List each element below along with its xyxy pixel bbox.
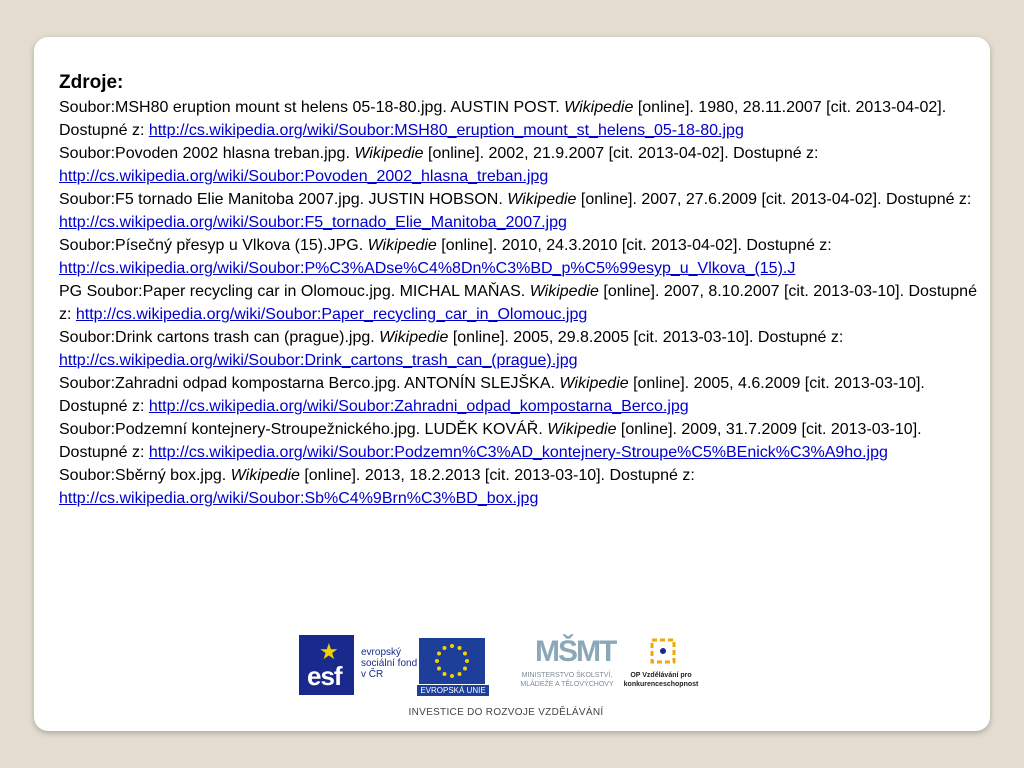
source-entry [59, 142, 989, 188]
source-details: [online]. 2007, 8.10.2007 [cit. 2013-03-10]. Dostupné z: [59, 283, 977, 323]
page-title: Zdroje: [59, 72, 124, 93]
source-details: [online]. 2013, 18.2.2013 [cit. 2013-03-10]. Dostupné z: [299, 467, 695, 484]
source-publication: Wikipedie [529, 283, 599, 300]
source-citation: PG Soubor:Paper recycling car in Olomouc.jpg. MICHAL MAŇAS. [59, 283, 530, 300]
source-entry [59, 418, 989, 464]
source-citation: Soubor:Zahradni odpad kompostarna Berco.jpg. ANTONÍN SLEJŠKA. [59, 375, 560, 392]
investice-caption: INVESTICE DO ROZVOJE VZDĚLÁVÁNÍ [408, 707, 604, 718]
source-details: [online]. 2005, 4.6.2009 [cit. 2013-03-10]. Dostupné z: [59, 375, 925, 415]
source-publication: Wikipedie [354, 145, 424, 162]
source-entry [59, 234, 989, 280]
source-citation: Soubor:Drink cartons trash can (prague).jpg. [59, 329, 380, 346]
source-citation: Soubor:MSH80 eruption mount st helens 05-18-80.jpg. AUSTIN POST. [59, 99, 565, 116]
source-link[interactable]: http://cs.wikipedia.org/wiki/Soubor:Povoden_2002_hlasna_treban.jpg [59, 168, 549, 185]
source-entry [59, 188, 989, 234]
source-details: [online]. 2009, 31.7.2009 [cit. 2013-03-10]. Dostupné z: [59, 421, 922, 461]
source-publication: Wikipedie [547, 421, 617, 438]
esf-logo-text: esf [307, 661, 342, 691]
source-citation: Soubor:Písečný přesyp u Vlkova (15).JPG. [59, 237, 368, 254]
source-entry [59, 96, 989, 142]
eu-flag-logo [419, 638, 485, 684]
op-logo-icon [649, 637, 677, 665]
eu-caption: EVROPSKÁ UNIE [417, 685, 489, 696]
source-link[interactable]: http://cs.wikipedia.org/wiki/Soubor:MSH80_eruption_mount_st_helens_05-18-80.jpg [148, 122, 744, 139]
logo-bar [299, 635, 699, 723]
source-publication: Wikipedie [379, 329, 449, 346]
eu-star [458, 646, 462, 650]
source-details: [online]. 2007, 27.6.2009 [cit. 2013-04-02]. Dostupné z: [576, 191, 972, 208]
eu-star [458, 672, 462, 676]
source-entry [59, 464, 989, 510]
source-link[interactable]: http://cs.wikipedia.org/wiki/Soubor:Sb%C4%9Brn%C3%BD_box.jpg [59, 490, 539, 507]
source-entry [59, 326, 989, 372]
eu-star [465, 659, 469, 663]
source-publication: Wikipedie [230, 467, 300, 484]
eu-stars-icon [419, 638, 485, 684]
star-icon: ★ [319, 639, 339, 664]
eu-star [435, 659, 439, 663]
sources-content [59, 70, 989, 510]
sources-list [59, 96, 989, 510]
eu-star [437, 667, 441, 671]
eu-star [437, 652, 441, 656]
source-details: [online]. 2005, 29.8.2005 [cit. 2013-03-10]. Dostupné z: [448, 329, 844, 346]
source-link[interactable]: http://cs.wikipedia.org/wiki/Soubor:F5_tornado_Elie_Manitoba_2007.jpg [59, 214, 567, 231]
source-details: [online]. 2010, 24.3.2010 [cit. 2013-04-02]. Dostupné z: [436, 237, 832, 254]
esf-logo [299, 635, 354, 695]
slide-card [34, 37, 990, 731]
source-details: [online]. 1980, 28.11.2007 [cit. 2013-04-02]. Dostupné z: [59, 99, 947, 139]
source-citation: Soubor:F5 tornado Elie Manitoba 2007.jpg. JUSTIN HOBSON. [59, 191, 508, 208]
op-logo [621, 635, 701, 695]
eu-star [463, 652, 467, 656]
eu-star [450, 644, 454, 648]
eu-star [443, 672, 447, 676]
msmt-logo-mark: MŠMT [535, 635, 616, 668]
source-publication: Wikipedie [367, 237, 437, 254]
source-link[interactable]: http://cs.wikipedia.org/wiki/Soubor:Paper_recycling_car_in_Olomouc.jpg [75, 306, 588, 323]
source-entry [59, 372, 989, 418]
source-details: [online]. 2002, 21.9.2007 [cit. 2013-04-02]. Dostupné z: [423, 145, 819, 162]
source-link[interactable]: http://cs.wikipedia.org/wiki/Soubor:Podzemn%C3%AD_kontejnery-Stroupe%C5%BEnick%C3%A9ho.jpg [148, 444, 888, 461]
msmt-logo [517, 635, 616, 695]
eu-star [463, 667, 467, 671]
source-citation: Soubor:Sběrný box.jpg. [59, 467, 231, 484]
op-caption: OP Vzdělávání pro konkurenceschopnost [623, 672, 699, 688]
eu-star [450, 674, 454, 678]
source-publication: Wikipedie [507, 191, 577, 208]
source-publication: Wikipedie [564, 99, 634, 116]
source-citation: Soubor:Podzemní kontejnery-Stroupežnického.jpg. LUDĚK KOVÁŘ. [59, 421, 548, 438]
eu-star [443, 646, 447, 650]
source-link[interactable]: http://cs.wikipedia.org/wiki/Soubor:Drink_cartons_trash_can_(prague).jpg [59, 352, 578, 369]
source-link[interactable]: http://cs.wikipedia.org/wiki/Soubor:P%C3%ADse%C4%8Dn%C3%BD_p%C5%99esyp_u_Vlkova_(15).J [59, 260, 796, 277]
msmt-caption: MINISTERSTVO ŠKOLSTVÍ, MLÁDEŽE A TĚLOVÝCHOVY [520, 672, 614, 688]
esf-caption: evropský sociální fond v ČR [361, 647, 418, 680]
source-citation: Soubor:Povoden 2002 hlasna treban.jpg. [59, 145, 355, 162]
source-entry [59, 280, 989, 326]
source-link[interactable]: http://cs.wikipedia.org/wiki/Soubor:Zahradni_odpad_kompostarna_Berco.jpg [148, 398, 689, 415]
source-publication: Wikipedie [559, 375, 629, 392]
